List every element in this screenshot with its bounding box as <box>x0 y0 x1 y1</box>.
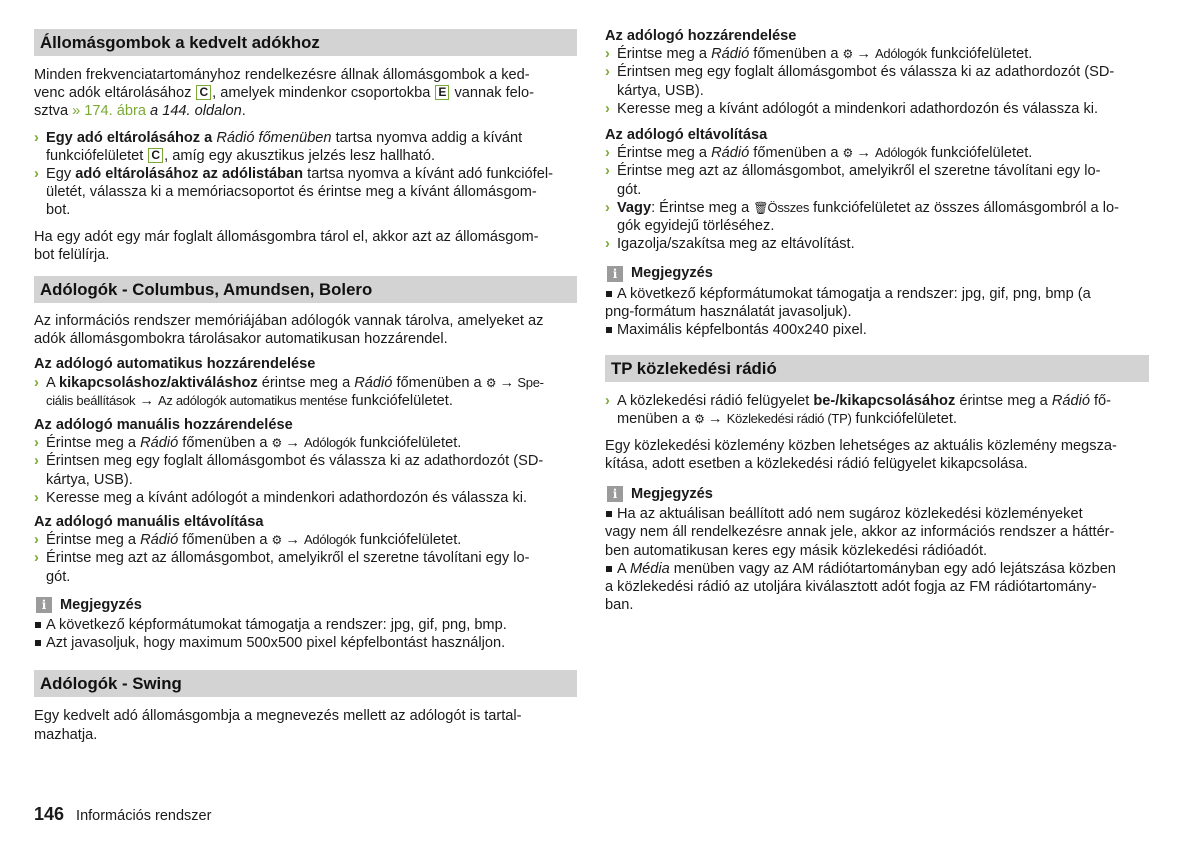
text: Adólogók <box>875 145 927 161</box>
arrow-right-icon: → <box>285 435 300 452</box>
text: a <box>145 103 163 120</box>
text-line: gók egyidejű törléséhez. <box>617 218 775 235</box>
text-line: Ha az aktuálisan beállított adó nem sugároz közlekedési közleményeket <box>617 506 1083 523</box>
chevron-right-icon: › <box>605 199 610 216</box>
text-line: A következő képformátumokat támogatja a rendszer: jpg, gif, png, bmp (a <box>617 285 1091 302</box>
square-bullet-icon <box>606 511 612 517</box>
subheading-logo-assign: Az adólogó hozzárendelése <box>605 28 797 44</box>
list-item <box>605 392 1149 428</box>
text: Rádió <box>1051 393 1090 410</box>
text-line: gót. <box>46 568 71 585</box>
text: főmenüben a <box>749 46 843 63</box>
text: adó eltárolásához az adólistában <box>75 166 304 183</box>
chevron-right-icon: › <box>34 374 39 391</box>
trash-icon: 🗑 <box>753 200 768 215</box>
text-line: ban. <box>605 597 634 614</box>
text: kikapcsoláshoz/aktiváláshoz <box>58 374 258 391</box>
text-line: bot. <box>46 202 71 219</box>
text-line: Egy kedvelt adó állomásgombja a megnevezés mellett az adólogót is tartal- <box>34 708 522 725</box>
list-item <box>34 489 577 507</box>
gear-icon: ⚙ <box>842 47 853 62</box>
text: Adólogók <box>304 435 356 451</box>
text-line <box>46 165 577 183</box>
text: , amelyek mindenkor csoportokba <box>212 85 431 102</box>
text-line <box>46 374 577 392</box>
chevron-right-icon: › <box>605 64 610 81</box>
list-item <box>605 45 1149 63</box>
text-line: Keresse meg a kívánt adólogót a mindenkori adathordozón és válassza ki. <box>617 100 1099 117</box>
text: Rádió <box>140 532 179 549</box>
gear-icon: ⚙ <box>485 375 496 390</box>
chevron-right-icon: › <box>605 163 610 180</box>
note-label: Megjegyzés <box>631 486 713 503</box>
chevron-right-icon: › <box>605 145 610 162</box>
paragraph-overwrite <box>34 228 577 264</box>
text-line <box>617 144 1149 162</box>
list-item <box>34 374 577 410</box>
text: ciális beállítások <box>46 392 136 408</box>
text: A következő képformátumokat támogatja a rendszer: jpg, gif, png, bmp. <box>46 617 507 634</box>
list-item <box>34 452 577 488</box>
text-line: vagy nem áll rendelkezésre annak jele, akkor az információs rendszer a háttér- <box>605 524 1115 541</box>
text: tartsa nyomva a kívánt adó funkciófel- <box>303 166 553 183</box>
text: Az adólogók automatikus mentése <box>157 392 348 408</box>
info-icon: i <box>36 597 52 613</box>
list-item <box>605 199 1149 235</box>
text: Rádió <box>711 46 750 63</box>
text: funkciófelületet az összes állomásgombról a lo- <box>809 199 1119 216</box>
list-item <box>605 144 1149 162</box>
text: funkciófelületet. <box>355 532 462 549</box>
text: menüben vagy az AM rádiótartományban egy adó lejátszása közben <box>669 560 1116 577</box>
chevron-right-icon: › <box>34 166 39 183</box>
text: Egy adó eltárolásához a <box>46 129 217 146</box>
text: Közlekedési rádió (TP) <box>726 411 852 427</box>
arrow-right-icon: → <box>707 411 723 428</box>
list-item <box>605 162 1149 198</box>
square-bullet-icon <box>35 640 41 646</box>
note-heading <box>34 596 577 614</box>
text: be-/kikapcsolásához <box>813 393 956 410</box>
text-line <box>46 147 577 165</box>
right-column <box>605 27 1149 614</box>
text: A <box>46 374 59 391</box>
text-line: Keresse meg a kívánt adólogót a mindenkori adathordozón és válassza ki. <box>46 489 528 506</box>
text-line: kártya, USB). <box>46 471 133 488</box>
text: Rádió <box>354 374 393 391</box>
text: főmenüben a <box>392 374 486 391</box>
text-line <box>617 560 1149 578</box>
chevron-right-icon: › <box>605 393 610 410</box>
text: Spe- <box>514 374 544 390</box>
chevron-right-icon: › <box>34 489 39 506</box>
text: Maximális képfelbontás 400x240 pixel. <box>617 322 867 339</box>
text: Érintse meg a <box>46 532 141 549</box>
square-bullet-icon <box>35 622 41 628</box>
text: főmenüben a <box>749 145 843 162</box>
square-bullet-icon <box>606 291 612 297</box>
text: venc adók eltárolásához <box>34 85 192 102</box>
text: funkciófelületet. <box>926 46 1033 63</box>
text-line <box>46 392 577 410</box>
note-list <box>605 505 1149 614</box>
note-list <box>34 616 577 652</box>
text-line <box>617 410 1149 428</box>
list-item <box>605 560 1149 578</box>
text: A közlekedési rádió felügyelet <box>617 393 814 410</box>
list-item <box>605 235 1149 253</box>
note-heading <box>605 485 1149 503</box>
text: Adólogók <box>304 532 356 548</box>
text-line: Érintse meg azt az állomásgombot, amelyikről el szeretne távolítani egy lo- <box>617 163 1101 180</box>
text: Érintse meg a <box>617 145 712 162</box>
page-footer <box>34 805 211 825</box>
text: Rádió <box>140 435 179 452</box>
chevron-right-icon: › <box>605 236 610 253</box>
list-item <box>34 634 577 652</box>
text: Összes <box>767 199 810 215</box>
chevron-right-icon: › <box>34 550 39 567</box>
text-line: Az információs rendszer memóriájában adólogók vannak tárolva, amelyeket az <box>34 313 544 330</box>
text-line <box>34 102 577 120</box>
list-item <box>605 63 1149 99</box>
text: funkciófelületet. <box>926 145 1033 162</box>
note-list <box>605 285 1149 340</box>
instruction-list <box>34 129 577 220</box>
text-line: Érintse meg azt az állomásgombot, amelyikről el szeretne távolítani egy lo- <box>46 550 530 567</box>
gear-icon: ⚙ <box>271 533 282 548</box>
text: , amíg egy akusztikus jelzés lesz hallható. <box>164 147 436 164</box>
text-line: ületét, válassza ki a memóriacsoportot és érintse meg a kívánt állomásgom- <box>46 184 537 201</box>
paragraph-swing <box>34 707 577 743</box>
text: főmenüben a <box>178 532 272 549</box>
paragraph-traffic <box>605 437 1149 473</box>
note-label: Megjegyzés <box>631 265 713 282</box>
text: vannak felo- <box>454 85 534 102</box>
text: funkciófelületet <box>46 147 144 164</box>
page-reference: 144. oldalon <box>162 103 242 120</box>
subheading-auto-assign: Az adólogó automatikus hozzárendelése <box>34 356 316 373</box>
text-line: kítása, adott esetben a közlekedési rádió felügyelet kikapcsolása. <box>605 455 1028 472</box>
gear-icon: ⚙ <box>842 146 853 161</box>
paragraph-logos <box>34 312 577 348</box>
chevron-right-icon: › <box>34 129 39 146</box>
text-line: ben automatikusan keres egy másik közlekedési rádióadót. <box>605 542 988 559</box>
text-line: Érintsen meg egy foglalt állomásgombot és válassza ki az adathordozót (SD- <box>46 453 544 470</box>
list-item <box>605 321 1149 339</box>
text-line: Ha egy adót egy már foglalt állomásgombra tárol el, akkor azt az állomásgom- <box>34 228 539 245</box>
square-bullet-icon <box>606 566 612 572</box>
gear-icon: ⚙ <box>271 436 282 451</box>
list-item <box>34 549 577 585</box>
list-item <box>605 505 1149 523</box>
chevron-right-icon: › <box>34 532 39 549</box>
text: Rádió <box>711 145 750 162</box>
list-item <box>605 285 1149 303</box>
section-heading-station-buttons: Állomásgombok a kedvelt adókhoz <box>34 29 577 56</box>
text: Érintse meg a <box>46 435 141 452</box>
arrow-right-icon: → <box>856 46 871 63</box>
text: A <box>617 560 630 577</box>
info-icon: i <box>607 486 623 502</box>
text-line: adók állomásgombokra tárolásakor automatikusan hozzárendel. <box>34 331 448 348</box>
list-item <box>605 100 1149 118</box>
arrow-right-icon: → <box>499 374 515 391</box>
list-item <box>34 434 577 452</box>
text: funkciófelületet. <box>347 392 453 409</box>
text: tartsa nyomva addig a kívánt <box>331 129 523 146</box>
chevron-right-icon: › <box>605 46 610 63</box>
text: főmenüben a <box>178 435 272 452</box>
subheading-manual-remove: Az adólogó manuális eltávolítása <box>34 514 264 531</box>
text-line: bot felülírja. <box>34 246 110 263</box>
text: fő- <box>1089 393 1112 410</box>
info-icon: i <box>607 266 623 282</box>
text: Adólogók <box>875 46 927 62</box>
text-line <box>617 392 1149 410</box>
key-e-icon: E <box>435 85 449 100</box>
list-item <box>34 129 577 165</box>
text: érintse meg a <box>955 393 1052 410</box>
text: sztva <box>34 103 73 120</box>
gear-icon: ⚙ <box>694 412 704 427</box>
text: menüben a <box>617 411 695 428</box>
text: Egy <box>46 166 76 183</box>
text: funkciófelületet. <box>355 435 462 452</box>
text: Rádió főmenüben <box>216 129 332 146</box>
section-heading-logos-swing: Adólogók - Swing <box>34 670 577 697</box>
text: Azt javasoljuk, hogy maximum 500x500 pixel képfelbontást használjon. <box>46 635 506 652</box>
square-bullet-icon <box>606 327 612 333</box>
text-line: kártya, USB). <box>617 82 704 99</box>
left-column <box>34 29 577 744</box>
text-line <box>46 434 577 452</box>
text: Média <box>629 560 670 577</box>
list-item <box>34 616 577 634</box>
chevron-right-icon: › <box>605 100 610 117</box>
subheading-logo-remove: Az adólogó eltávolítása <box>605 127 768 144</box>
list-item <box>34 531 577 549</box>
text-line: Egy közlekedési közlemény közben lehetséges az aktuális közlemény megsza- <box>605 437 1117 454</box>
text: funkciófelületet. <box>851 411 957 428</box>
paragraph-station-buttons <box>34 66 577 121</box>
arrow-right-icon: → <box>856 145 871 162</box>
subheading-manual-assign: Az adólogó manuális hozzárendelése <box>34 417 293 434</box>
figure-link[interactable]: » 174. ábra <box>72 103 146 120</box>
section-heading-traffic-radio: TP közlekedési rádió <box>605 355 1149 382</box>
text-line <box>34 84 577 102</box>
footer-section-title: Információs rendszer <box>76 808 212 824</box>
text-line <box>617 45 1149 63</box>
list-item <box>34 165 577 220</box>
text: . <box>241 103 246 120</box>
section-heading-logos-columbus: Adólogók - Columbus, Amundsen, Bolero <box>34 276 577 303</box>
key-c-icon: C <box>196 85 211 100</box>
text-line: Érintsen meg egy foglalt állomásgombot és válassza ki az adathordozót (SD- <box>617 64 1115 81</box>
text-line <box>46 531 577 549</box>
text: érintse meg a <box>257 374 355 391</box>
page-number: 146 <box>34 804 65 824</box>
arrow-right-icon: → <box>285 532 300 549</box>
note-heading <box>605 264 1149 282</box>
text-line <box>46 129 577 147</box>
text-line <box>617 199 1149 217</box>
text-line: gót. <box>617 181 642 198</box>
key-c-icon: C <box>148 148 163 163</box>
text: Érintse meg a <box>617 46 712 63</box>
text-line: Minden frekvenciatartományhoz rendelkezésre állnak állomásgombok a ked- <box>34 67 530 83</box>
note-label: Megjegyzés <box>60 596 142 613</box>
text-line: a közlekedési rádió az utoljára kiválasztott adót fogja az FM rádiótartomány- <box>605 579 1097 596</box>
text-line: mazhatja. <box>34 726 98 743</box>
text: Vagy <box>617 199 652 216</box>
text: : Érintse meg a <box>651 199 754 216</box>
text-line: Igazolja/szakítsa meg az eltávolítást. <box>617 236 855 253</box>
chevron-right-icon: › <box>34 453 39 470</box>
text-line: png-formátum használatát javasoljuk). <box>605 303 852 320</box>
chevron-right-icon: › <box>34 435 39 452</box>
arrow-right-icon: → <box>139 392 154 409</box>
